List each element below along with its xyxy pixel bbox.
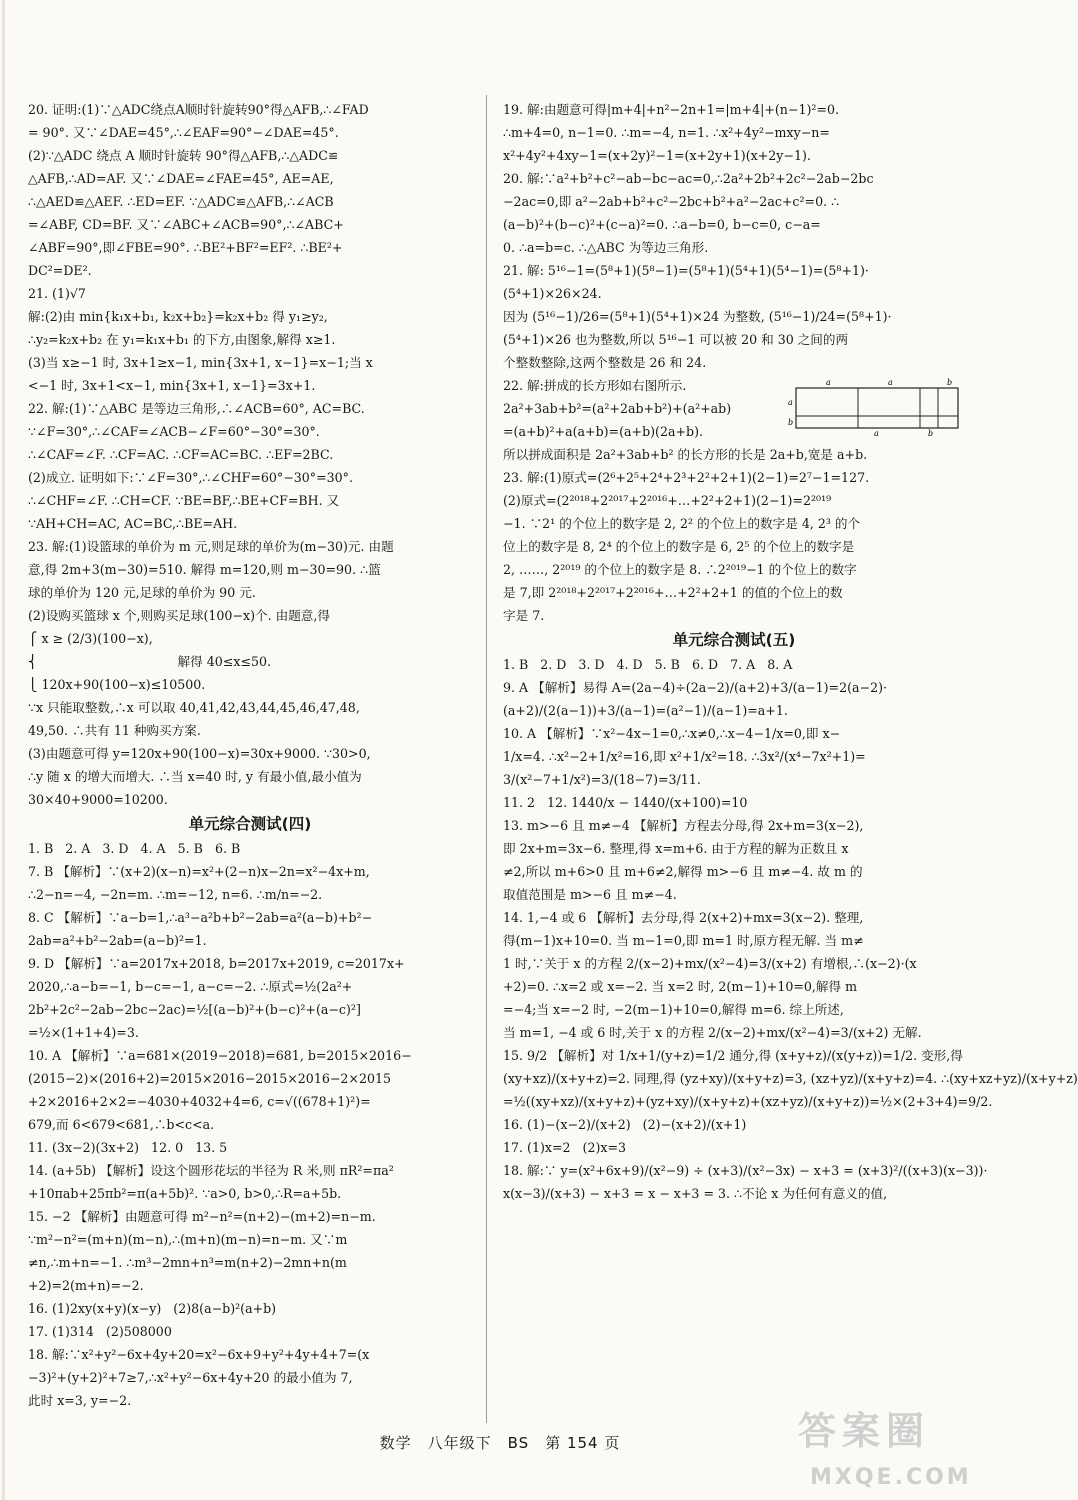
text-line: (xy+xz)/(x+y+z)=2. 同理,得 (yz+xy)/(x+y+z)=3, (xz+yz)/(x+y+z)=4. ∴(xy+xz+yz)/(x+y+z): [503, 1071, 1078, 1086]
right-column: [503, 98, 1078, 1205]
text-line: 10. A 【解析】∵a=681×(2019−2018)=681, b=2015×2016−: [28, 1048, 412, 1063]
section-heading: 单元综合测试(四): [188, 815, 312, 833]
text-line: ∴y 随 x 的增大而增大. ∴当 x=40 时, y 有最小值,最小值为: [28, 769, 362, 784]
text-line: ∴m+4=0, n−1=0. ∴m=−4, n=1. ∴x²+4y²−mxy−n=: [503, 125, 830, 140]
text-line: x²+4y²+4xy−1=(x+2y)²−1=(x+2y+1)(x+2y−1).: [503, 148, 811, 163]
text-line: 19. 解:由题意可得|m+4|+n²−2n+1=|m+4|+(n−1)²=0.: [503, 102, 839, 117]
text-line: 15. −2 【解析】由题意可得 m²−n²=(n+2)−(m+2)=n−m.: [28, 1209, 376, 1224]
text-line: 13. m>−6 且 m≠−4 【解析】方程去分母,得 2x+m=3(x−2),: [503, 818, 864, 833]
text-line: ∴∠CHF=∠F. ∴CH=CF. ∵BE=BF,∴BE+CF=BH. 又: [28, 493, 340, 508]
text-line: ⎩ 120x+90(100−x)≤10500.: [28, 677, 206, 692]
text-line: =½((xy+xz)/(x+y+z)+(yz+xy)/(x+y+z)+(xz+yz)/(x+y+z))=½×(2+3+4)=9/2.: [503, 1094, 993, 1109]
text-line: ∵m²−n²=(m+n)(m−n),∴(m+n)(m−n)=n−m. 又∵m: [28, 1232, 348, 1247]
text-line: 16. (1)−(x−2)/(x+2) (2)−(x+2)/(x+1): [503, 1117, 747, 1132]
text-line: +2)=2(m+n)=−2.: [28, 1278, 144, 1293]
text-line: 23. 解:(1)原式=(2⁶+2⁵+2⁴+2³+2²+2+1)(2−1)=2⁷−1=127.: [503, 470, 870, 485]
diagram-left-label-2: b: [788, 418, 794, 427]
text-line: ≠2,所以 m+6>0 且 m+6≠2,解得 m>−6 且 m≠−4. 故 m 的: [503, 864, 863, 879]
watermark-text: 答案圈: [798, 1409, 931, 1453]
text-line: (3)当 x≥−1 时, 3x+1≥x−1, min{3x+1, x−1}=x−1;当 x: [28, 355, 373, 370]
text-line: ∵∠F=30°,∴∠CAF=∠ACB−∠F=60°−30°=30°.: [28, 424, 320, 439]
text-line: (2015−2)×(2016+2)=2015×2016−2015×2016−2×2015: [28, 1071, 392, 1086]
text-line: 14. 1,−4 或 6 【解析】去分母,得 2(x+2)+mx=3(x−2). 整理,: [503, 910, 864, 925]
rectangle-diagram: [788, 378, 966, 438]
text-line: 1. B 2. D 3. D 4. D 5. B 6. D 7. A 8. A: [503, 657, 793, 672]
text-line: +2)=0. ∴x=2 或 x=−2. 当 x=2 时, 2(m−1)+10=0,解得 m: [503, 979, 858, 994]
text-line: 1 时,∵关于 x 的方程 2/(x−2)+mx/(x²−4)=3/(x+2) 有增根,∴(x−2)·(x: [503, 956, 917, 971]
text-line: 此时 x=3, y=−2.: [28, 1393, 132, 1408]
text-line: ∴2−n=−4, −2n=m. ∴m=−12, n=6. ∴m/n=−2.: [28, 887, 323, 902]
diagram-bottom-label-2: b: [928, 429, 934, 438]
diagram-outer-rect: [796, 388, 958, 428]
column-divider: [486, 95, 487, 1423]
text-line: 3/(x²−7+1/x²)=3/(18−7)=3/11.: [503, 772, 701, 787]
text-line: 当 m=1, −4 或 6 时,关于 x 的方程 2/(x−2)+mx/(x²−4)=3/(x+2) 无解.: [503, 1025, 922, 1040]
text-line: 2020,∴a−b=−1, b−c=−1, a−c=−2. ∴原式=½(2a²+: [28, 979, 353, 994]
text-line: x(x−3)/(x+3) − x+3 = x − x+3 = 3. ∴不论 x 为任何有意义的值,: [503, 1186, 888, 1201]
text-line: 17. (1)x=2 (2)x=3: [503, 1140, 627, 1155]
text-line: 8. C 【解析】∵a−b=1,∴a³−a²b+b²−2ab=a²(a−b)+b²−: [28, 910, 373, 925]
text-line: 个整数整除,这两个整数是 26 和 24.: [503, 355, 707, 370]
text-line: 22. 解:拼成的长方形如右图所示.: [503, 378, 687, 393]
text-line: (5⁴+1)×26 也为整数,所以 5¹⁶−1 可以被 20 和 30 之间的两: [503, 332, 849, 347]
left-column: [28, 98, 472, 1412]
text-line: 是 7,即 2²⁰¹⁸+2²⁰¹⁷+2²⁰¹⁶+…+2²+2+1 的值的个位上的数: [503, 585, 843, 600]
text-line: 18. 解:∵x²+y²−6x+4y+20=x²−6x+9+y²+4y+4+7=(x: [28, 1347, 370, 1362]
text-line: 11. (3x−2)(3x+2) 12. 0 13. 5: [28, 1140, 228, 1155]
text-line: 球的单价为 120 元,足球的单价为 90 元.: [28, 585, 256, 600]
text-line: 20. 证明:(1)∵△ADC绕点A顺时针旋转90°得△AFB,∴∠FAD: [28, 102, 369, 117]
diagram-top-label-2: a: [888, 378, 893, 387]
text-line: −2ac=0,即 a²−2ab+b²+c²−2bc+b²+a²−2ac+c²=0. ∴: [503, 194, 840, 209]
text-line: 17. (1)314 (2)508000: [28, 1324, 172, 1339]
page-footer: 数学 八年级下 BS 第 154 页: [379, 1434, 621, 1452]
text-line: 9. D 【解析】∵a=2017x+2018, b=2017x+2019, c=2017x+: [28, 956, 405, 971]
text-line: 10. A 【解析】∵x²−4x−1=0,∴x≠0,∴x−4−1/x=0,即 x−: [503, 726, 841, 741]
section-heading: 单元综合测试(五): [672, 631, 796, 649]
text-line: 7. B 【解析】∵(x+2)(x−n)=x²+(2−n)x−2n=x²−4x+m,: [28, 864, 370, 879]
text-line: ∴△AED≌△AEF. ∴ED=EF. ∵△ADC≌△AFB,∴∠ACB: [28, 194, 334, 209]
text-line: 因为 (5¹⁶−1)/26=(5⁸+1)(5⁴+1)×24 为整数, (5¹⁶−1)/24=(5⁸+1)·: [503, 309, 892, 324]
text-line: 2a²+3ab+b²=(a²+2ab+b²)+(a²+ab): [503, 401, 732, 416]
text-line: △AFB,∴AD=AF. 又∵∠DAE=∠FAE=45°, AE=AE,: [28, 171, 334, 186]
text-line: ⎨ 解得 40≤x≤50.: [28, 654, 272, 669]
text-line: (2)∵△ADC 绕点 A 顺时针旋转 90°得△AFB,∴△ADC≌: [28, 148, 339, 163]
text-line: (5⁴+1)×26×24.: [503, 286, 602, 301]
text-line: 所以拼成面积是 2a²+3ab+b² 的长方形的长是 2a+b,宽是 a+b.: [503, 447, 868, 462]
text-line: 9. A 【解析】易得 A=(2a−4)÷(2a−2)/(a+2)+3/(a−1)=2(a−2)·: [503, 680, 888, 695]
text-line: 15. 9/2 【解析】对 1/x+1/(y+z)=1/2 通分,得 (x+y+z)/(x(y+z))=1/2. 变形,得: [503, 1048, 963, 1063]
diagram-bottom-label-1: a: [874, 429, 879, 438]
text-line: =(a+b)²+a(a+b)=(a+b)(2a+b).: [503, 424, 704, 439]
text-line: <−1 时, 3x+1<x−1, min{3x+1, x−1}=3x+1.: [28, 378, 316, 393]
text-line: ≠n,∴m+n=−1. ∴m³−2mn+n³=m(n+2)−2mn+n(m: [28, 1255, 347, 1270]
text-line: ∵AH+CH=AC, AC=BC,∴BE=AH.: [28, 516, 238, 531]
text-line: 22. 解:(1)∵△ABC 是等边三角形,∴∠ACB=60°, AC=BC.: [28, 401, 365, 416]
text-line: ⎧ x ≥ (2/3)(100−x),: [28, 631, 153, 646]
text-line: 位上的数字是 8, 2⁴ 的个位上的数字是 6, 2⁵ 的个位上的数字是: [503, 539, 855, 554]
text-line: 18. 解:∵ y=(x²+6x+9)/(x²−9) ÷ (x+3)/(x²−3x) − x+3 = (x+3)²/((x+3)(x−3))·: [503, 1163, 988, 1178]
text-line: 2, ……, 2²⁰¹⁹ 的个位上的数字是 8. ∴2²⁰¹⁹−1 的个位上的数字: [503, 562, 857, 577]
text-line: +2×2016+2×2=−4030+4032+4=6, c=√((678+1)²)=: [28, 1094, 371, 1109]
diagram-top-label-3: b: [947, 378, 953, 387]
text-line: =½×(1+1+4)=3.: [28, 1025, 139, 1040]
text-line: ∴y₂=k₂x+b₂ 在 y₁=k₁x+b₁ 的下方,由图象,解得 x≥1.: [28, 332, 336, 347]
text-line: ∠ABF=90°,即∠FBE=90°. ∴BE²+BF²=EF². ∴BE²+: [28, 240, 343, 255]
watermark-logo: [790, 1409, 990, 1494]
text-line: (a+2)/(2(a−1))+3/(a−1)=(a²−1)/(a−1)=a+1.: [503, 703, 788, 718]
text-line: 49,50. ∴共有 11 种购买方案.: [28, 723, 201, 738]
text-line: 16. (1)2xy(x+y)(x−y) (2)8(a−b)²(a+b): [28, 1301, 277, 1316]
text-line: 679,而 6<679<681,∴b<c<a.: [28, 1117, 215, 1132]
text-line: =∠ABF, CD=BF. 又∵∠ABC+∠ACB=90°,∴∠ABC+: [28, 217, 344, 232]
text-line: 30×40+9000=10200.: [28, 792, 168, 807]
text-line: (3)由题意可得 y=120x+90(100−x)=30x+9000. ∵30>0,: [28, 746, 371, 761]
text-line: 取值范围是 m>−6 且 m≠−4.: [503, 887, 677, 902]
text-line: =−4;当 x=−2 时, −2(m−1)+10=0,解得 m=6. 综上所述,: [503, 1002, 844, 1017]
text-line: 21. (1)√7: [28, 286, 86, 301]
text-line: DC²=DE².: [28, 263, 92, 278]
text-line: 解:(2)由 min{k₁x+b₁, k₂x+b₂}=k₂x+b₂ 得 y₁≥y₂,: [28, 309, 328, 324]
text-line: 0. ∴a=b=c. ∴△ABC 为等边三角形.: [503, 240, 709, 255]
text-line: (a−b)²+(b−c)²+(c−a)²=0. ∴a−b=0, b−c=0, c−a=: [503, 217, 821, 232]
text-line: (2)原式=(2²⁰¹⁸+2²⁰¹⁷+2²⁰¹⁶+…+2²+2+1)(2−1)=2²⁰¹⁹: [503, 493, 832, 508]
text-line: 得(m−1)x+10=0. 当 m−1=0,即 m=1 时,原方程无解. 当 m≠: [503, 933, 864, 948]
text-line: 11. 2 12. 1440/x − 1440/(x+100)=10: [503, 795, 748, 810]
text-line: 21. 解: 5¹⁶−1=(5⁸+1)(5⁸−1)=(5⁸+1)(5⁴+1)(5⁴−1)=(5⁸+1)·: [503, 263, 869, 278]
text-line: 2ab=a²+b²−2ab=(a−b)²=1.: [28, 933, 207, 948]
diagram-top-label-1: a: [826, 378, 831, 387]
text-line: ∵x 只能取整数,∴x 可以取 40,41,42,43,44,45,46,47,48,: [28, 700, 360, 715]
page-edge-strip: [2, 0, 5, 1500]
text-line: −3)²+(y+2)²+7≥7,∴x²+y²−6x+4y+20 的最小值为 7,: [28, 1370, 353, 1385]
text-line: 1/x=4. ∴x²−2+1/x²=16,即 x²+1/x²=18. ∴3x²/(x⁴−7x²+1)=: [503, 749, 866, 764]
text-line: 20. 解:∵a²+b²+c²−ab−bc−ac=0,∴2a²+2b²+2c²−2ab−2bc: [503, 171, 874, 186]
text-line: = 90°. 又∵∠DAE=45°,∴∠EAF=90°−∠DAE=45°.: [28, 125, 339, 140]
text-line: ∴∠CAF=∠F. ∴CF=AC. ∴CF=AC=BC. ∴EF=2BC.: [28, 447, 334, 462]
text-line: +10πab+25πb²=π(a+5b)². ∵a>0, b>0,∴R=a+5b.: [28, 1186, 342, 1201]
text-line: −1. ∵2¹ 的个位上的数字是 2, 2² 的个位上的数字是 4, 2³ 的个: [503, 516, 861, 531]
text-line: 1. B 2. A 3. D 4. A 5. B 6. B: [28, 841, 241, 856]
text-line: 23. 解:(1)设篮球的单价为 m 元,则足球的单价为(m−30)元. 由题: [28, 539, 394, 554]
text-line: 意,得 2m+3(m−30)=510. 解得 m=120,则 m−30=90. ∴篮: [28, 562, 381, 577]
text-line: (2)成立. 证明如下:∵∠F=30°,∴∠CHF=60°−30°=30°.: [28, 470, 353, 485]
text-line: 字是 7.: [503, 608, 545, 623]
text-line: (2)设购买篮球 x 个,则购买足球(100−x)个. 由题意,得: [28, 608, 330, 623]
text-line: 14. (a+5b) 【解析】设这个圆形花坛的半径为 R 米,则 πR²=πa²: [28, 1163, 394, 1178]
diagram-left-label-1: a: [788, 398, 793, 407]
text-line: 即 2x+m=3x−6. 整理,得 x=m+6. 由于方程的解为正数且 x: [503, 841, 849, 856]
watermark-url: MXQE.COM: [810, 1465, 972, 1490]
text-line: 2b²+2c²−2ab−2bc−2ac)=½[(a−b)²+(b−c)²+(a−c)²]: [28, 1002, 361, 1017]
